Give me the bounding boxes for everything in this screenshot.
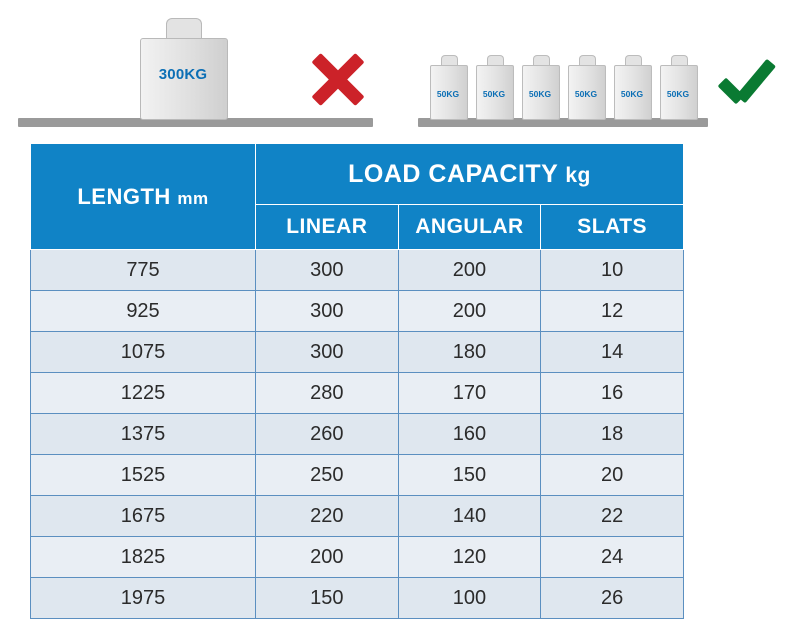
header-length-unit: mm	[177, 188, 209, 208]
small-weight-label: 50KG	[482, 89, 506, 99]
table-row	[31, 578, 684, 619]
cell-slats: 24	[541, 537, 684, 578]
cell-angular: 150	[398, 455, 541, 496]
cell-length: 1375	[31, 414, 256, 455]
big-weight-label: 300KG	[158, 66, 208, 83]
cell-linear: 280	[256, 373, 399, 414]
cell-length: 1525	[31, 455, 256, 496]
cell-length: 1825	[31, 537, 256, 578]
header-length	[31, 144, 256, 250]
small-weight-label: 50KG	[436, 89, 460, 99]
table-row	[31, 414, 684, 455]
cell-angular: 140	[398, 496, 541, 537]
table-row	[31, 496, 684, 537]
header-slats: SLATS	[541, 205, 684, 250]
cell-linear: 300	[256, 250, 399, 291]
table-row	[31, 250, 684, 291]
load-distribution-illustration	[0, 0, 800, 140]
small-weight-icon	[568, 55, 604, 118]
cell-angular: 180	[398, 332, 541, 373]
cell-slats: 26	[541, 578, 684, 619]
header-load-capacity	[256, 144, 684, 205]
table-header-row-top	[31, 144, 684, 205]
table-row	[31, 291, 684, 332]
cell-slats: 22	[541, 496, 684, 537]
cell-angular: 160	[398, 414, 541, 455]
small-weight-label: 50KG	[666, 89, 690, 99]
table-body	[31, 250, 684, 619]
table-row	[31, 455, 684, 496]
cell-length: 1075	[31, 332, 256, 373]
small-weight-icon	[522, 55, 558, 118]
small-weight-icon	[660, 55, 696, 118]
table-row	[31, 332, 684, 373]
distributed-weights-group	[430, 55, 698, 119]
header-load-capacity-text: LOAD CAPACITY	[348, 159, 558, 188]
cell-length: 1975	[31, 578, 256, 619]
cell-slats: 20	[541, 455, 684, 496]
cell-linear: 150	[256, 578, 399, 619]
table-row	[31, 373, 684, 414]
small-weight-label: 50KG	[574, 89, 598, 99]
cell-linear: 220	[256, 496, 399, 537]
cell-angular: 120	[398, 537, 541, 578]
cell-length: 1675	[31, 496, 256, 537]
cell-slats: 10	[541, 250, 684, 291]
cell-angular: 100	[398, 578, 541, 619]
cell-slats: 18	[541, 414, 684, 455]
header-linear: LINEAR	[256, 205, 399, 250]
load-capacity-table	[30, 143, 684, 619]
small-weight-icon	[430, 55, 466, 118]
header-angular: ANGULAR	[398, 205, 541, 250]
header-load-capacity-unit: kg	[565, 163, 591, 187]
cell-slats: 12	[541, 291, 684, 332]
small-weight-icon	[476, 55, 512, 118]
cell-angular: 170	[398, 373, 541, 414]
small-weight-label: 50KG	[620, 89, 644, 99]
cell-length: 925	[31, 291, 256, 332]
cell-linear: 300	[256, 332, 399, 373]
table-row	[31, 537, 684, 578]
cell-angular: 200	[398, 291, 541, 332]
cell-linear: 200	[256, 537, 399, 578]
cell-length: 775	[31, 250, 256, 291]
header-length-text: LENGTH	[77, 183, 171, 209]
cross-icon	[307, 48, 369, 110]
cell-slats: 14	[541, 332, 684, 373]
small-weight-label: 50KG	[528, 89, 552, 99]
cell-linear: 260	[256, 414, 399, 455]
table-header	[31, 144, 684, 250]
cell-linear: 300	[256, 291, 399, 332]
cell-angular: 200	[398, 250, 541, 291]
cell-length: 1225	[31, 373, 256, 414]
single-heavy-weight-icon	[140, 18, 226, 118]
small-weight-icon	[614, 55, 650, 118]
cell-linear: 250	[256, 455, 399, 496]
cell-slats: 16	[541, 373, 684, 414]
check-icon	[716, 55, 780, 113]
